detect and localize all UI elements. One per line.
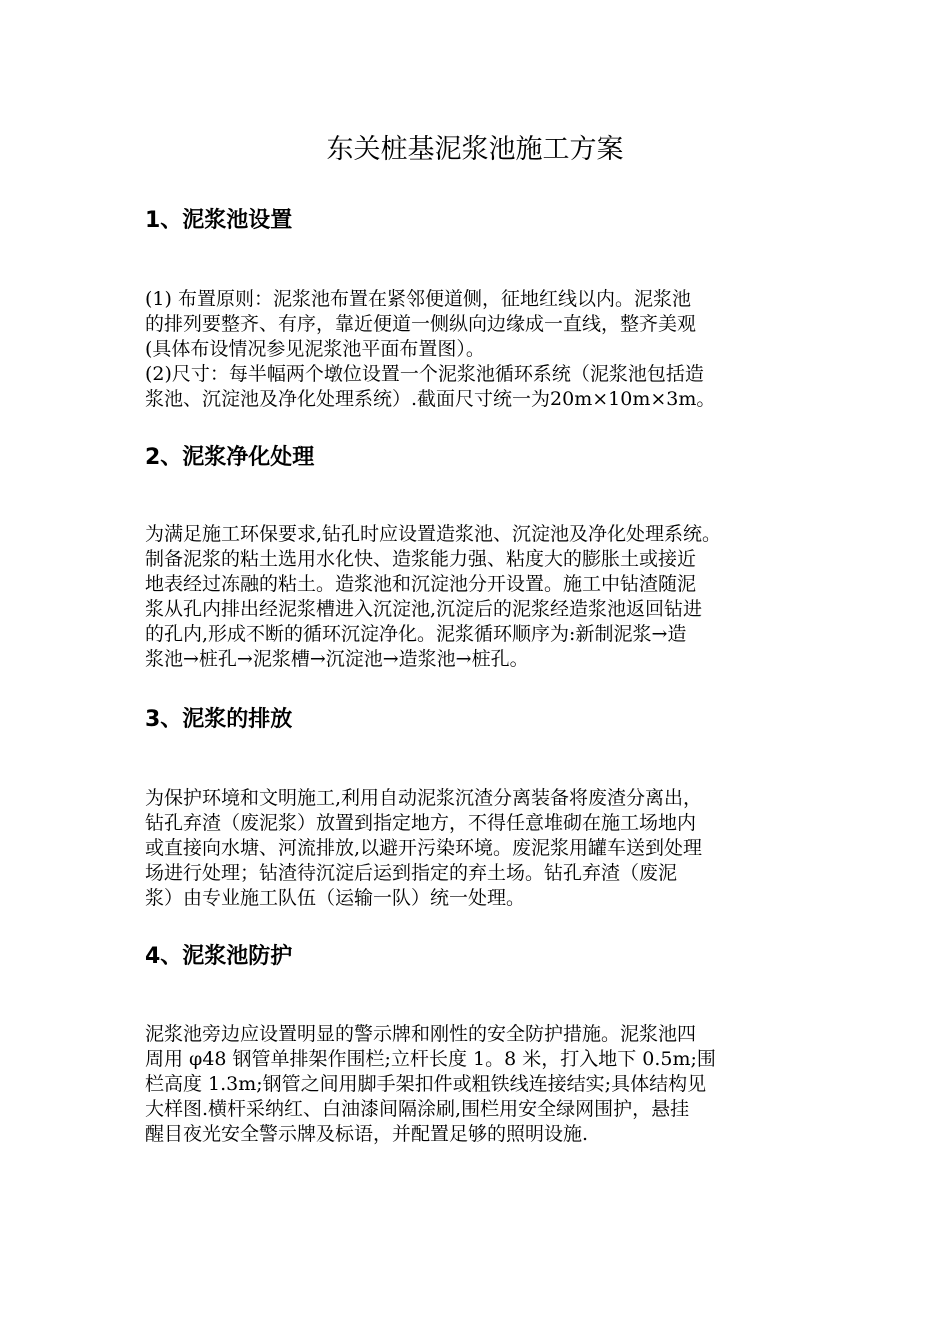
section-body-1 — [145, 287, 810, 412]
section-body-3 — [145, 786, 810, 911]
body-line: 周用 φ48 钢管单排架作围栏;立杆长度 1。8 米，打入地下 0.5m;围 — [145, 1048, 716, 1070]
body-line: 醒目夜光安全警示牌及标语，并配置足够的照明设施. — [145, 1123, 589, 1145]
body-line: 浆池、沉淀池及净化处理系统）.截面尺寸统一为20m×10m×3m。 — [145, 388, 716, 410]
body-line: 大样图.横杆采纳红、白油漆间隔涂刷,围栏用安全绿网围护，悬挂 — [145, 1098, 690, 1120]
body-line: 地表经过冻融的粘土。造浆池和沉淀池分开设置。施工中钻渣随泥 — [145, 573, 697, 595]
body-line: 场进行处理；钻渣待沉淀后运到指定的弃土场。钻孔弃渣（废泥 — [145, 862, 678, 884]
body-line: 为保护环境和文明施工,利用自动泥浆沉渣分离装备将废渣分离出， — [145, 787, 703, 809]
body-line: 栏高度 1.3m;钢管之间用脚手架扣件或粗铁线连接结实;具体结构见 — [145, 1073, 707, 1095]
body-line: 浆从孔内排出经泥浆槽进入沉淀池,沉淀后的泥浆经造浆池返回钻进 — [145, 598, 703, 620]
body-line: 为满足施工环保要求,钻孔时应设置造浆池、沉淀池及净化处理系统。 — [145, 523, 722, 545]
section-heading-3: 3、泥浆的排放 — [145, 707, 293, 732]
section-heading-2: 2、泥浆净化处理 — [145, 445, 315, 470]
body-line: 浆池→桩孔→泥浆槽→沉淀池→造浆池→桩孔。 — [145, 648, 529, 670]
section-body-4 — [145, 1022, 810, 1147]
body-line: 制备泥浆的粘土选用水化快、造浆能力强、粘度大的膨胀土或接近 — [145, 548, 697, 570]
section-heading-4: 4、泥浆池防护 — [145, 944, 293, 969]
body-line: (2)尺寸：每半幅两个墩位设置一个泥浆池循环系统（泥浆池包括造 — [145, 363, 704, 385]
body-line: 的排列要整齐、有序，靠近便道一侧纵向边缘成一直线，整齐美观 — [145, 313, 697, 335]
section-heading-1: 1、泥浆池设置 — [145, 208, 293, 233]
section-body-2 — [145, 522, 810, 672]
body-line: 的孔内,形成不断的循环沉淀净化。泥浆循环顺序为:新制泥浆→造 — [145, 623, 687, 645]
body-line: (1) 布置原则：泥浆池布置在紧邻便道侧，征地红线以内。泥浆池 — [145, 288, 691, 310]
body-line: 钻孔弃渣（废泥浆）放置到指定地方，不得任意堆砌在施工场地内 — [145, 812, 697, 834]
body-line: 泥浆池旁边应设置明显的警示牌和刚性的安全防护措施。泥浆池四 — [145, 1023, 697, 1045]
body-line: 浆）由专业施工队伍（运输一队）统一处理。 — [145, 887, 526, 909]
body-line: (具体布设情况参见泥浆池平面布置图）。 — [145, 338, 485, 360]
document-title: 东关桩基泥浆池施工方案 — [326, 134, 624, 165]
body-line: 或直接向水塘、河流排放,以避开污染环境。废泥浆用罐车送到处理 — [145, 837, 703, 859]
